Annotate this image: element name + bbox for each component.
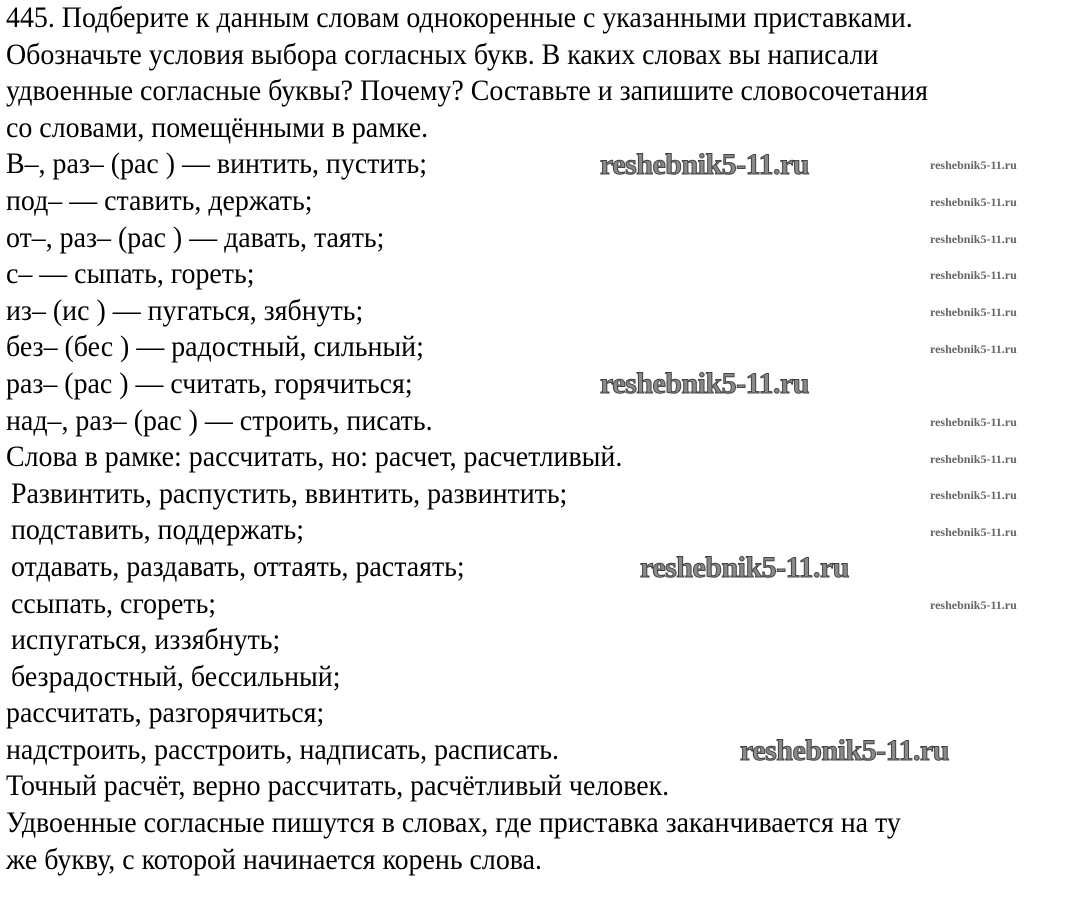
prefix-line: В–, раз– (рас ) — винтить, пустить; bbox=[6, 147, 427, 181]
answer-line: надстроить, расстроить, надписать, расписать. bbox=[6, 732, 559, 766]
answer-line: Развинтить, распустить, ввинтить, развинтить; bbox=[11, 476, 568, 510]
prefix-line: под– — ставить, держать; bbox=[6, 183, 313, 217]
answer-line: ссыпать, сгореть; bbox=[11, 586, 217, 620]
task-text: удвоенные согласные буквы? Почему? Составьте и запишите словосочетания bbox=[6, 74, 929, 108]
watermark: reshebnik5-11.ru bbox=[930, 525, 1017, 539]
watermark: reshebnik5-11.ru bbox=[930, 488, 1017, 502]
watermark: reshebnik5-11.ru bbox=[600, 367, 809, 400]
conclusion-line: же букву, с которой начинается корень слова. bbox=[6, 842, 542, 876]
answer-line: безрадостный, бессильный; bbox=[11, 659, 341, 693]
prefix-line: из– (ис ) — пугаться, зябнуть; bbox=[6, 293, 364, 327]
watermark: reshebnik5-11.ru bbox=[600, 148, 809, 181]
task-text: со словами, помещёнными в рамке. bbox=[6, 110, 429, 144]
prefix-line: с– — сыпать, гореть; bbox=[6, 257, 255, 291]
watermark: reshebnik5-11.ru bbox=[930, 232, 1017, 246]
answer-line: испугаться, иззябнуть; bbox=[11, 623, 281, 657]
watermark: reshebnik5-11.ru bbox=[740, 734, 949, 767]
watermark: reshebnik5-11.ru bbox=[930, 195, 1017, 209]
phrases-line: Точный расчёт, верно рассчитать, расчётливый человек. bbox=[6, 769, 670, 803]
prefix-line: от–, раз– (рас ) — давать, таять; bbox=[6, 220, 385, 254]
watermark: reshebnik5-11.ru bbox=[930, 452, 1017, 466]
watermark: reshebnik5-11.ru bbox=[930, 342, 1017, 356]
task-text: Обозначьте условия выбора согласных букв. В каких словах вы написали bbox=[6, 37, 879, 71]
frame-words: Слова в рамке: рассчитать, но: расчет, расчетливый. bbox=[6, 440, 623, 474]
watermark: reshebnik5-11.ru bbox=[640, 551, 849, 584]
conclusion-line: Удвоенные согласные пишутся в словах, где приставка заканчивается на ту bbox=[6, 806, 901, 840]
prefix-line: над–, раз– (рас ) — строить, писать. bbox=[6, 403, 433, 437]
answer-line: подставить, поддержать; bbox=[11, 513, 304, 547]
watermark: reshebnik5-11.ru bbox=[930, 598, 1017, 612]
answer-line: отдавать, раздавать, оттаять, растаять; bbox=[11, 549, 465, 583]
watermark: reshebnik5-11.ru bbox=[930, 158, 1017, 172]
prefix-line: без– (бес ) — радостный, сильный; bbox=[6, 330, 424, 364]
watermark: reshebnik5-11.ru bbox=[930, 415, 1017, 429]
prefix-line: раз– (рас ) — считать, горячиться; bbox=[6, 366, 413, 400]
answer-line: рассчитать, разгорячиться; bbox=[6, 696, 325, 730]
watermark: reshebnik5-11.ru bbox=[930, 305, 1017, 319]
task-heading: 445. Подберите к данным словам однокоренные с указанными приставками. bbox=[6, 1, 913, 34]
watermark: reshebnik5-11.ru bbox=[930, 268, 1017, 282]
